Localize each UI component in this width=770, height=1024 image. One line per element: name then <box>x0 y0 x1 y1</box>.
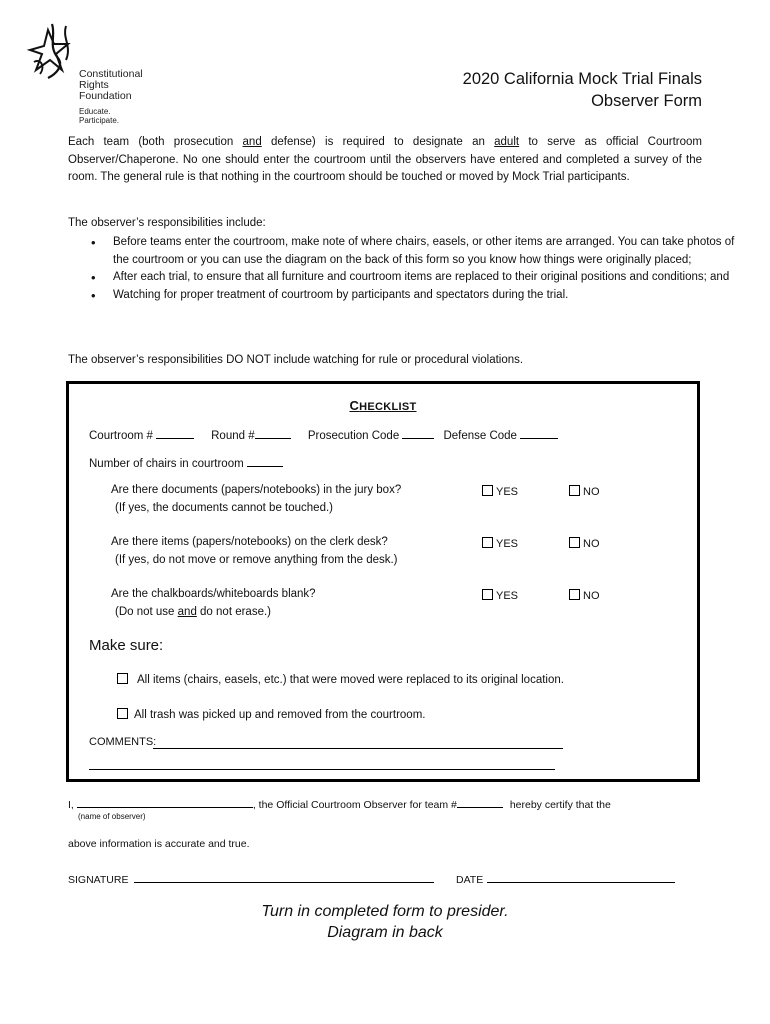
form-title <box>463 68 702 112</box>
comments-field-line-1[interactable] <box>153 748 563 749</box>
intro-paragraph <box>68 134 702 187</box>
intro-adult: adult <box>494 136 520 148</box>
courtroom-label: Courtroom # <box>89 430 153 442</box>
org-name-line3: Foundation <box>79 90 132 102</box>
prosecution-code-field[interactable] <box>402 428 434 439</box>
question-1 <box>111 482 401 517</box>
certification-line-2: above information is accurate and true. <box>68 838 250 850</box>
org-tagline: Educate. Participate. <box>79 107 120 125</box>
round-label: Round # <box>211 430 255 442</box>
no-label: NO <box>583 590 600 602</box>
footer-instructions <box>0 901 770 943</box>
make-sure-heading: Make sure: <box>89 637 164 654</box>
checkbox[interactable] <box>569 589 580 600</box>
yes-label: YES <box>496 538 519 550</box>
courtroom-field[interactable] <box>156 428 194 439</box>
question-2-yes[interactable] <box>482 537 518 550</box>
responsibility-item: • Watching for proper treatment of courtroom by participants and spectators during the trial. <box>113 287 747 305</box>
signature-row <box>68 872 434 886</box>
make-sure-item-2-text: All trash was picked up and removed from the courtroom. <box>134 709 426 721</box>
cert-middle: , the Official Courtroom Observer for team # <box>252 799 457 811</box>
intro-and: and <box>242 136 262 148</box>
question-2-text: Are there items (papers/notebooks) on the clerk desk? <box>111 536 388 548</box>
yes-label: YES <box>496 590 519 602</box>
question-3-note-and: and <box>177 605 197 618</box>
logo-figure-icon <box>22 20 84 82</box>
question-1-yes[interactable] <box>482 485 518 498</box>
comments-field-line-2[interactable] <box>89 769 555 770</box>
team-number-field[interactable] <box>457 797 503 808</box>
no-label: NO <box>583 538 600 550</box>
title-line2: Observer Form <box>591 92 702 110</box>
footer-line-1: Turn in completed form to presider. <box>261 903 509 920</box>
question-2-no[interactable] <box>569 537 600 550</box>
cert-prefix: I, <box>68 799 74 811</box>
signature-label: SIGNATURE <box>68 874 129 886</box>
checkbox[interactable] <box>482 537 493 548</box>
round-field[interactable] <box>255 428 291 439</box>
name-hint: (name of observer) <box>78 812 146 821</box>
question-3-note-a: (Do not use <box>115 605 178 618</box>
checkbox[interactable] <box>117 673 128 684</box>
logo <box>22 20 152 125</box>
question-1-note: (If yes, the documents cannot be touched.) <box>115 501 333 514</box>
responsibilities-heading: The observer’s responsibilities include: <box>68 217 266 229</box>
question-3-yes[interactable] <box>482 589 518 602</box>
checkbox[interactable] <box>117 708 128 719</box>
checklist-box <box>66 381 700 782</box>
defense-code-field[interactable] <box>520 428 558 439</box>
chairs-row <box>89 456 283 470</box>
checkbox[interactable] <box>482 589 493 600</box>
question-2 <box>111 534 398 569</box>
chairs-label: Number of chairs in courtroom <box>89 458 244 470</box>
question-3 <box>111 586 316 621</box>
date-field[interactable] <box>487 872 675 883</box>
checklist-title <box>69 398 697 413</box>
question-3-text: Are the chalkboards/whiteboards blank? <box>111 588 316 600</box>
org-name-line2: Rights <box>79 79 109 91</box>
signature-field[interactable] <box>134 872 434 883</box>
intro-text-1: Each team (both prosecution <box>68 136 243 148</box>
date-row <box>456 872 675 886</box>
make-sure-item-1-text: All items (chairs, easels, etc.) that were moved were replaced to its original location. <box>137 674 564 686</box>
org-name-line1: Constitutional <box>79 68 143 80</box>
responsibilities-list <box>68 234 747 304</box>
question-2-note: (If yes, do not move or remove anything from the desk.) <box>115 553 398 566</box>
question-3-note <box>111 604 316 622</box>
responsibility-item: • Before teams enter the courtroom, make note of where chairs, easels, or other items are arranged. You can take photos of the courtroom or you can use the diagram on the back of this form so you know how things were originally placed; <box>113 234 747 269</box>
cert-suffix: hereby certify that the <box>506 799 611 811</box>
question-1-no[interactable] <box>569 485 600 498</box>
date-label: DATE <box>456 874 484 886</box>
certification-line <box>68 797 611 811</box>
yes-label: YES <box>496 486 519 498</box>
responsibility-item: • After each trial, to ensure that all furniture and courtroom items are replaced to their original positions and conditions; and <box>113 269 747 287</box>
prosecution-code-label: Prosecution Code <box>307 430 400 442</box>
intro-text-3: to serve as official Courtroom Observer/Chaperone. No one should enter the courtroom until the observers have entered and completed a survey of the room. The general rule is that nothing in the courtroom should be touched or moved by Mock Trial participants. <box>68 136 703 183</box>
question-3-no[interactable] <box>569 589 600 602</box>
checklist-title-initial: C <box>349 398 360 413</box>
checklist-title-rest: HECKLIST <box>359 401 417 413</box>
checkbox[interactable] <box>569 537 580 548</box>
footer-line-2: Diagram in back <box>327 924 443 941</box>
observer-name-field[interactable] <box>77 797 253 808</box>
make-sure-item-2[interactable] <box>117 708 425 721</box>
make-sure-item-1[interactable] <box>117 673 564 686</box>
chairs-field[interactable] <box>247 456 283 467</box>
codes-row <box>89 428 689 442</box>
question-1-text: Are there documents (papers/notebooks) in the jury box? <box>111 484 402 496</box>
not-included-note: The observer’s responsibilities DO NOT include watching for rule or procedural violations. <box>68 354 524 366</box>
intro-text-2: defense) is required to designate an <box>261 136 495 148</box>
checkbox[interactable] <box>569 485 580 496</box>
question-3-note-b: do not erase.) <box>196 605 271 618</box>
defense-code-label: Defense Code <box>443 430 517 442</box>
checkbox[interactable] <box>482 485 493 496</box>
comments-label: COMMENTS: <box>89 736 157 748</box>
no-label: NO <box>583 486 600 498</box>
title-line1: 2020 California Mock Trial Finals <box>462 70 702 88</box>
